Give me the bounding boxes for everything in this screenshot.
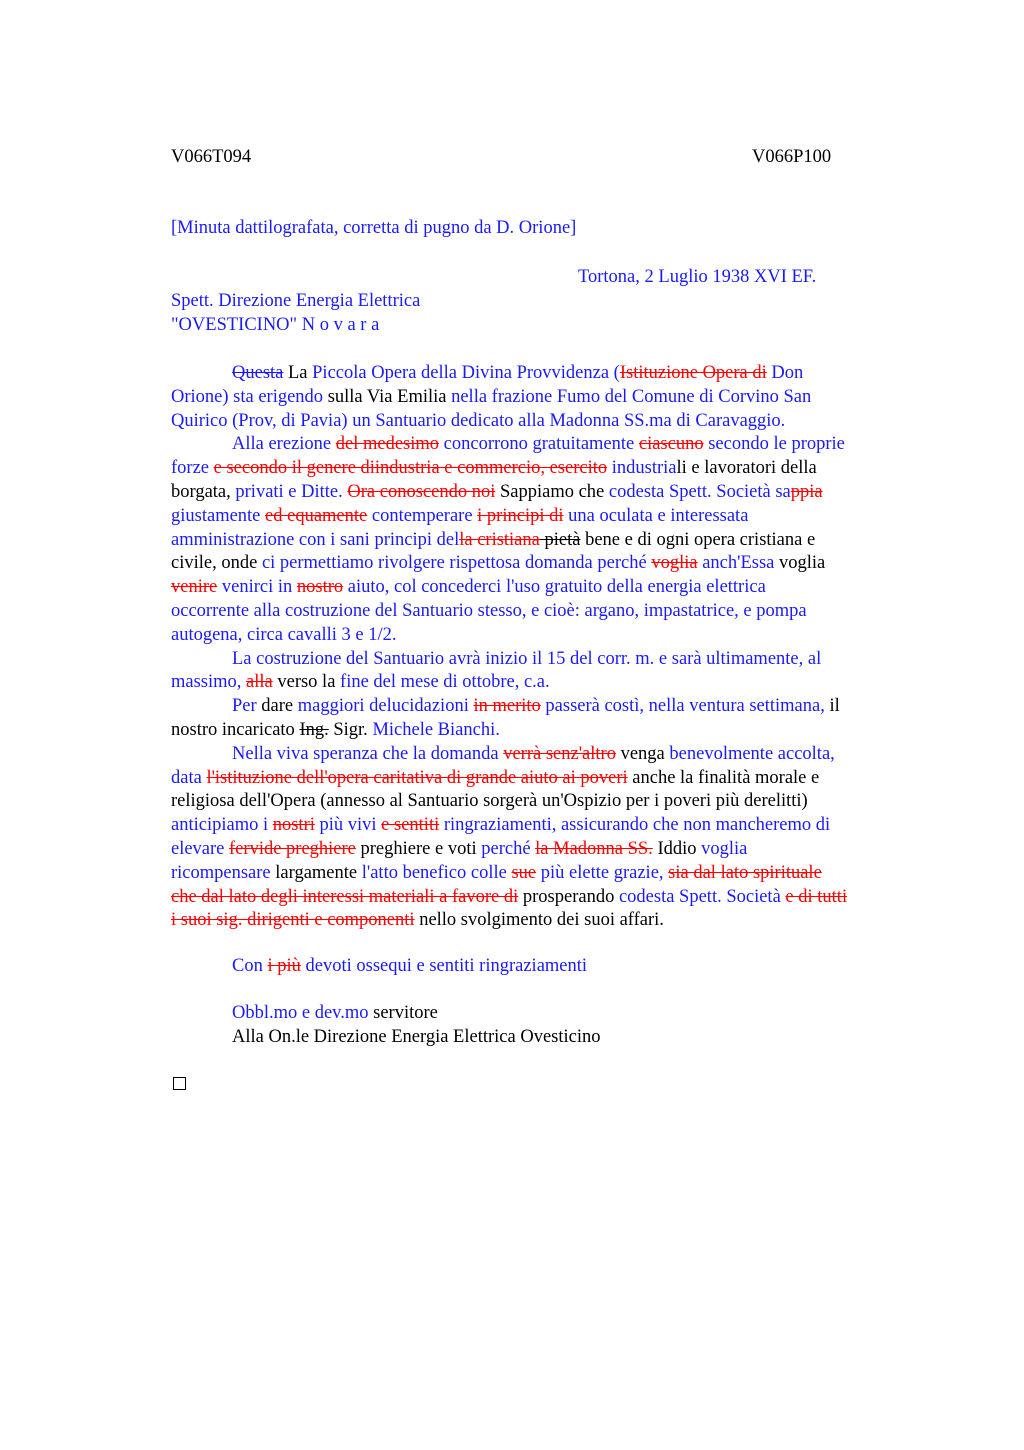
body-line: che dal lato degli interessi materiali a favore di prosperando codesta Spett. Società e di tutti xyxy=(171,886,848,907)
checkbox-glyph xyxy=(173,1077,186,1090)
body-line: venire venirci in nostro aiuto, col concederci l'uso gratuito della energia elettrica xyxy=(171,577,766,598)
body-line: autogena, circa cavalli 3 e 1/2. xyxy=(171,624,397,645)
doc-code-left: V066T094 xyxy=(171,147,252,167)
body-line: i suoi sig. dirigenti e componenti nello svolgimento dei suoi affari. xyxy=(171,910,664,931)
body-line: occorrente alla costruzione del Santuario stesso, e cioè: argano, impastatrice, e pompa xyxy=(171,600,807,621)
editorial-note: [Minuta dattilografata, corretta di pugno da D. Orione] xyxy=(171,218,577,238)
body-line: amministrazione con i sani principi della cristiana pietà bene e di ogni opera cristiana e xyxy=(171,529,816,550)
recipient-line-2: "OVESTICINO" N o v a r a xyxy=(171,315,380,335)
body-line: massimo, alla verso la fine del mese di ottobre, c.a. xyxy=(171,672,550,693)
body-line: Alla erezione del medesimo concorrono gratuitamente ciascuno secondo le proprie xyxy=(232,434,845,455)
body-line: Per dare maggiori delucidazioni in merito passerà costì, nella ventura settimana, il xyxy=(232,696,840,717)
body-line: Quirico (Prov, di Pavia) un Santuario dedicato alla Madonna SS.ma di Caravaggio. xyxy=(171,410,786,431)
signature-formula: Obbl.mo e dev.mo servitore xyxy=(232,1003,438,1023)
body-line: religiosa dell'Opera (annesso al Santuario sorgerà un'Ospizio per i poveri più derelitti) xyxy=(171,791,808,812)
body-line: Orione) sta erigendo sulla Via Emilia nella frazione Fumo del Comune di Corvino San xyxy=(171,386,812,407)
body-line: data l'istituzione dell'opera caritativa di grande aiuto ai poveri anche la finalità morale e xyxy=(171,767,820,788)
body-line: forze e secondo il genere diindustria e commercio, esercito industriali e lavoratori della xyxy=(171,458,817,479)
body-line: borgata, privati e Ditte. Ora conoscendo noi Sappiamo che codesta Spett. Società sappia xyxy=(171,481,823,502)
recipient-line-1: Spett. Direzione Energia Elettrica xyxy=(171,291,421,311)
body-line: La costruzione del Santuario avrà inizio il 15 del corr. m. e sarà ultimamente, al xyxy=(232,648,822,669)
body-line: elevare fervide preghiere preghiere e voti perché la Madonna SS. Iddio voglia xyxy=(171,838,748,859)
body-line: anticipiamo i nostri più vivi e sentiti ringraziamenti, assicurando che non mancheremo di xyxy=(171,815,831,836)
body-line: civile, onde ci permettiamo rivolgere rispettosa domanda perché voglia anch'Essa voglia xyxy=(171,553,826,574)
signature-address: Alla On.le Direzione Energia Elettrica Ovesticino xyxy=(232,1027,601,1047)
body-line: nostro incaricato Ing. Sigr. Michele Bianchi. xyxy=(171,719,500,740)
doc-code-right: V066P100 xyxy=(752,147,832,167)
closing-line: Con i più devoti ossequi e sentiti ringraziamenti xyxy=(232,956,588,976)
letter-date: Tortona, 2 Luglio 1938 XVI EF. xyxy=(578,267,817,287)
letter-body xyxy=(171,362,951,933)
body-line: Nella viva speranza che la domanda verrà senz'altro venga benevolmente accolta, xyxy=(232,743,835,764)
body-line: giustamente ed equamente contemperare i principi di una oculata e interessata xyxy=(171,505,749,526)
body-line: ricompensare largamente l'atto benefico colle sue più elette grazie, sia dal lato spirituale xyxy=(171,862,822,883)
body-line: Questa La Piccola Opera della Divina Provvidenza (Istituzione Opera di Don xyxy=(232,363,804,383)
